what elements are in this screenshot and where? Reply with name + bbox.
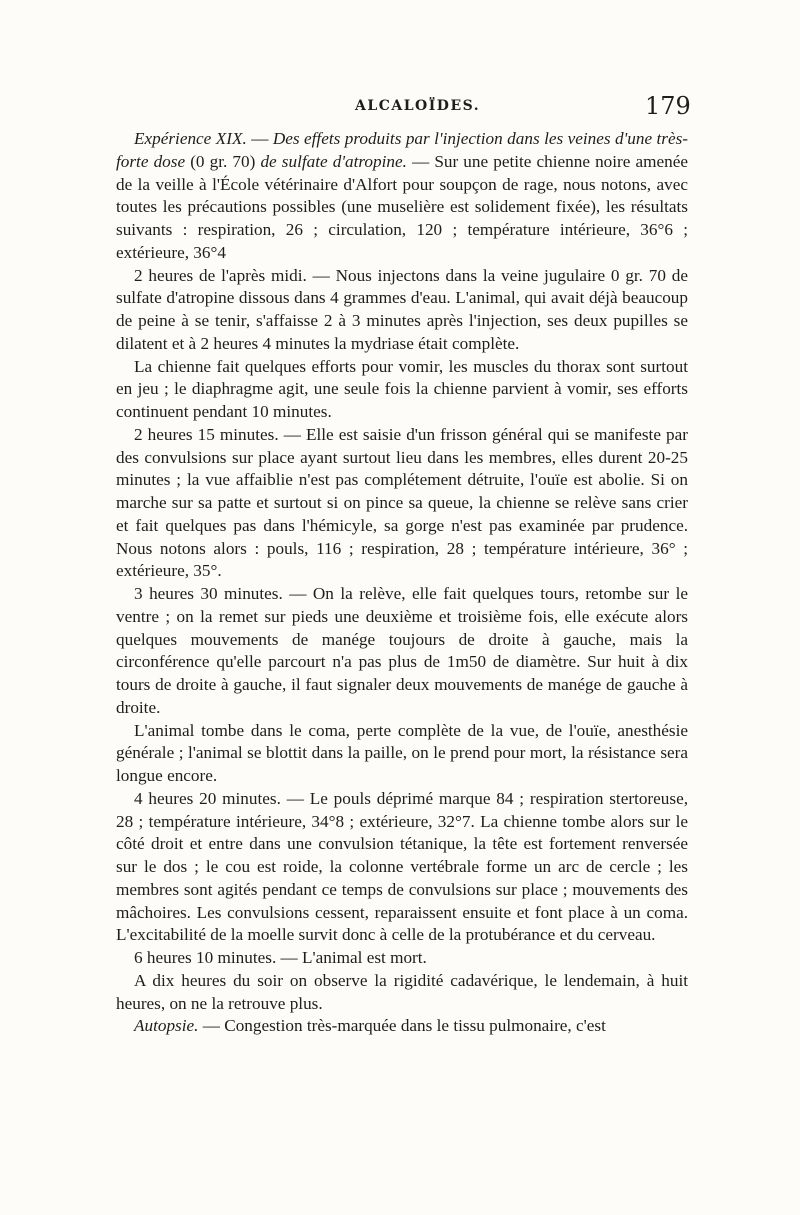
paragraph: 3 heures 30 minutes. — On la relève, elle fait quelques tours, retombe sur le ventre ; on la remet sur pieds une deuxième et troisième fois, elle exécute alors quelques mouvements de manége toujours de droite à gauche, mais la circonférence qu'elle parcourt n'a pas plus de 1m50 de diamètre. Sur huit à dix tours de droite à gauche, il faut signaler deux mouvements de manége de gauche à droite. <box>116 584 688 717</box>
paragraph: 6 heures 10 minutes. — L'animal est mort. <box>134 948 427 967</box>
paragraph-autopsie <box>116 1015 688 1038</box>
paragraph: L'animal tombe dans le coma, perte complète de la vue, de l'ouïe, anesthésie générale ; l'animal se blottit dans la paille, on le prend pour mort, la résistance sera longue encore. <box>116 720 688 785</box>
experience-label: Expérience XIX. <box>134 129 247 148</box>
autopsie-text: — Congestion très-marquée dans le tissu pulmonaire, c'est <box>202 1016 606 1036</box>
paragraph: La chienne fait quelques efforts pour vomir, les muscles du thorax sont surtout en jeu ; le diaphragme agit, une seule fois la chienne parvient à vomir, ses efforts continuent pendant 10 minutes. <box>116 356 688 421</box>
running-title: ALCALOÏDES. <box>355 98 481 114</box>
body-text <box>116 128 688 1038</box>
autopsie-label: Autopsie. <box>134 1016 199 1036</box>
experience-title: Des effets produits par l'injection dans les veines d'une très-forte dose <box>116 129 689 171</box>
paragraph: 2 heures 15 minutes. — Elle est saisie d'un frisson général qui se manifeste par des convulsions sur place ayant surtout lieu dans les membres, elles durent 20-25 minutes ; la vue affaiblie n'est pas complétement détruite, l'ouïe est abolie. Si on marche sur sa patte et surtout si on pince sa queue, la chienne se relève sans crier et fait quelques pas dans l'hémicyle, sa gorge n'est pas examinée par prudence. Nous notons alors : pouls, 116 ; respiration, 28 ; température intérieure, 36° ; extérieure, 35°. <box>116 424 688 581</box>
experience-text: — Sur une petite chienne noire amenée de la veille à l'École vétérinaire d'Alfort pour soupçon de rage, nous notons, avec toutes les précautions possibles (une muselière est solidement fixée), les résultats suivants : respiration, 26 ; circulation, 120 ; température intérieure, 36°6 ; extérieure, 36°4 <box>116 151 688 262</box>
experience-title-end: de sulfate d'atropine. <box>260 151 407 171</box>
paragraph: 2 heures de l'après midi. — Nous injectons dans la veine jugulaire 0 gr. 70 de sulfate d'atropine dissous dans 4 grammes d'eau. L'animal, qui avait déjà beaucoup de peine à se tenir, s'affaisse 2 à 3 minutes après l'injection, ses deux pupilles se dilatent et à 2 heures 4 minutes la mydriase était complète. <box>116 265 688 353</box>
paragraph-experience <box>116 128 688 265</box>
paragraph: A dix heures du soir on observe la rigidité cadavérique, le lendemain, à huit heures, on ne la retrouve plus. <box>116 970 688 1013</box>
page-number: 179 <box>645 92 691 120</box>
page-header <box>0 92 800 122</box>
experience-dash: — <box>246 129 273 148</box>
experience-dose: (0 gr. 70) <box>185 151 261 171</box>
paragraph: 4 heures 20 minutes. — Le pouls déprimé marque 84 ; respiration stertoreuse, 28 ; température intérieure, 34°8 ; extérieure, 32°7. La chienne tombe alors sur le côté droit et entre dans une convulsion tétanique, la tête est fortement renversée sur le dos ; le cou est roide, la colonne vertébrale forme un arc de cercle ; les membres sont agités pendant ce temps de convulsions sur place ; mouvements des mâchoires. Les convulsions cessent, reparaissent ensuite et font place à un coma. L'excitabilité de la moelle survit donc à celle de la protubérance et du cerveau. <box>116 788 688 945</box>
